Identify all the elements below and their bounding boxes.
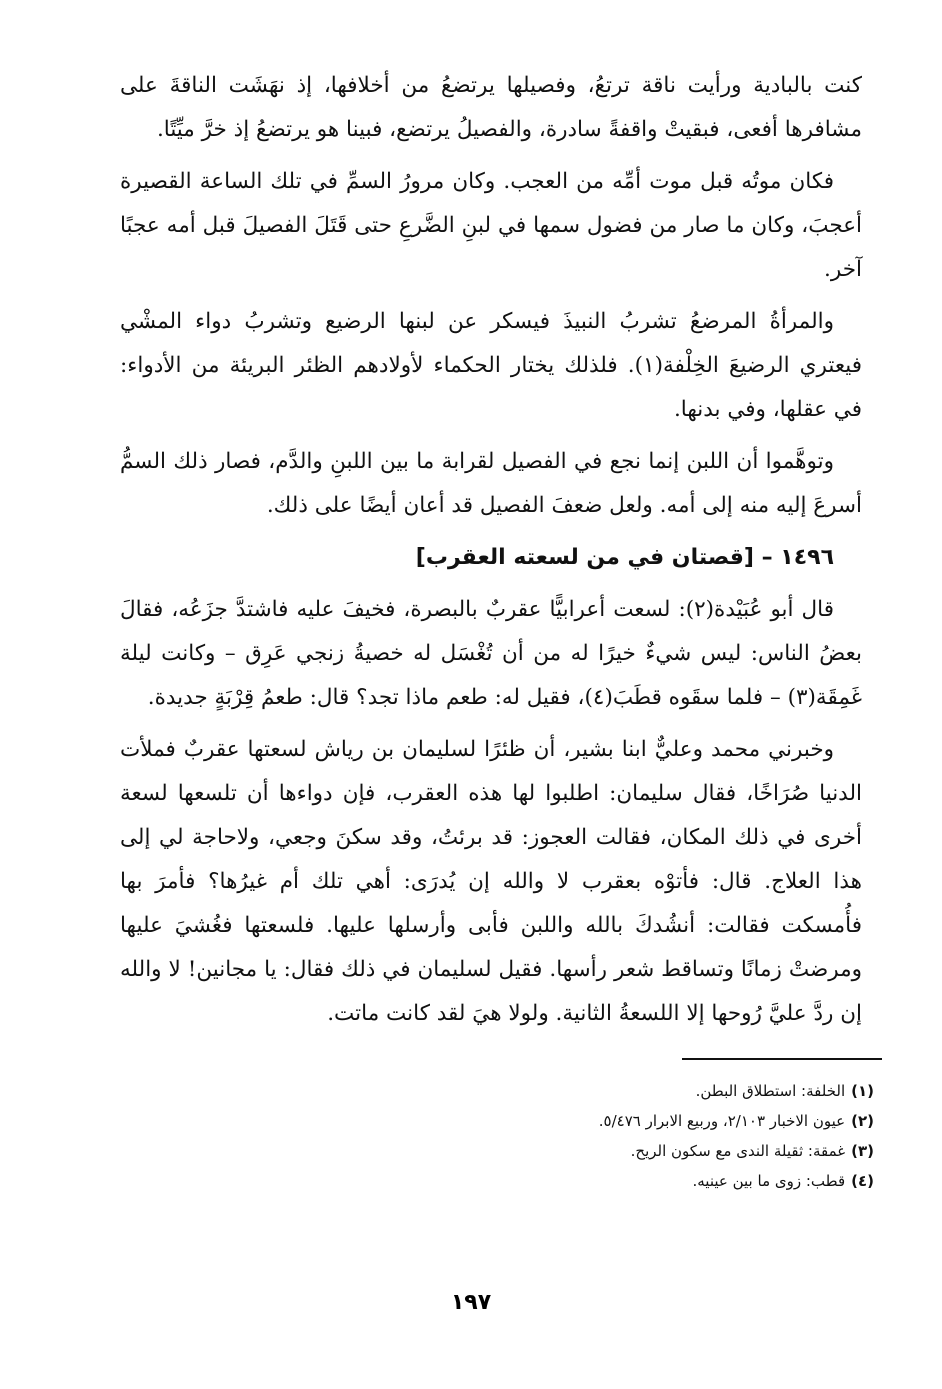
paragraph-4: وتوهَّموا أن اللبن إنما نجع في الفصيل لقرابة ما بين اللبنِ والدَّم، فصار ذلك السمُّ أسرعَ إليه منه إلى أمه. ولعل ضعفَ الفصيل قد أعان أيضًا على ذلك. bbox=[120, 449, 862, 518]
footnote-text: الخلفة: استطلاق البطن. bbox=[695, 1082, 846, 1100]
footnote-text: عيون الاخبار ٢/١٠٣، وربيع الابرار ٥/٤٧٦. bbox=[598, 1112, 846, 1130]
paragraph-5: قال أبو عُبَيْدة(٢): لسعت أعرابيًّا عقربٌ بالبصرة، فخيفَ عليه فاشتدَّ جزَعُه، فقالَ بعضُ الناس: ليس شيءٌ خيرًا له من أن تُغْسَل له خصيةُ زنجي عَرِق – وكانت ليلة غَمِقَة(٣) – فلما سقَوه قطَبَ(٤)، فقيل له: طعم ماذا تجد؟ قال: طعمُ قِرْبَةٍ جديدة. bbox=[120, 597, 862, 710]
footnote-number: (٤) bbox=[851, 1172, 874, 1190]
page-number: ١٩٧ bbox=[450, 1290, 492, 1315]
footnote-number: (٢) bbox=[851, 1112, 874, 1130]
footnote-number: (٣) bbox=[851, 1142, 874, 1160]
paragraph-1: كنت بالبادية ورأيت ناقة ترتعُ، وفصيلها يرتضعُ من أخلافها، إذ نهَشَت الناقةَ على مشافرها أفعى، فبقيتْ واقفةً سادرة، والفصيلُ يرتضع، فبينا هو يرتضعُ إذ خرَّ ميِّتًا. bbox=[120, 73, 862, 142]
section-heading: ١٤٩٦ – [قصتان في من لسعته العقرب] bbox=[415, 545, 834, 570]
paragraph-3: والمرأةُ المرضعُ تشربُ النبيذَ فيسكر عن لبنها الرضيع وتشربُ دواء المشْي فيعتري الرضيعَ الخِلْفة(١). فلذلك يختار الحكماء لأولادهم الظئر البريئة من الأدواء: في عقلها، وفي بدنها. bbox=[120, 309, 862, 422]
footnote-text: غمقة: ثقيلة الندى مع سكون الريح. bbox=[630, 1142, 846, 1160]
footnotes bbox=[120, 1076, 874, 1196]
footnote-number: (١) bbox=[851, 1082, 874, 1100]
paragraph-6: وخبرني محمد وعليٌّ ابنا بشير، أن ظئرًا لسليمان بن رياش لسعتها عقربٌ فملأت الدنيا صُرَاخًا، فقال سليمان: اطلبوا لها هذه العقرب، فإن دواءها أن تلسعها لسعة أخرى في ذلك المكان، فقالت العجوز: قد برئتُ، وقد سكنَ وجعي، ولاحاجة لي إلى هذا العلاج. قال: فأتوْه بعقرب لا والله إن يُدرَى: أهي تلك أم غيرُها؟ فأمرَ بها فأُمسكت فقالت: أنشُدكَ بالله واللبن فأبى وأرسلها عليها. فلسعتها فغُشيَ عليها ومرضتْ زمانًا وتساقط شعر رأسها. فقيل لسليمان في ذلك فقال: يا مجانين! لا والله إن ردَّ عليَّ رُوحها إلا اللسعةُ الثانية. ولولا هيَ لقد كانت ماتت. bbox=[120, 737, 862, 1026]
footnote-item bbox=[120, 1106, 874, 1136]
footnote-item bbox=[120, 1136, 874, 1166]
footnote-item bbox=[120, 1166, 874, 1196]
paragraph-2: فكان موتُه قبل موت أمِّه من العجب. وكان مرورُ السمِّ في تلك الساعة القصيرة أعجبَ، وكان ما صار من فضول سمها في لبنِ الضَّرعِ حتى قَتَلَ الفصيلَ قبل أمه عجبًا آخر. bbox=[120, 169, 862, 282]
footnote-item bbox=[120, 1076, 874, 1106]
footnote-divider bbox=[682, 1058, 882, 1060]
footnote-text: قطب: زوى ما بين عينيه. bbox=[692, 1172, 846, 1190]
